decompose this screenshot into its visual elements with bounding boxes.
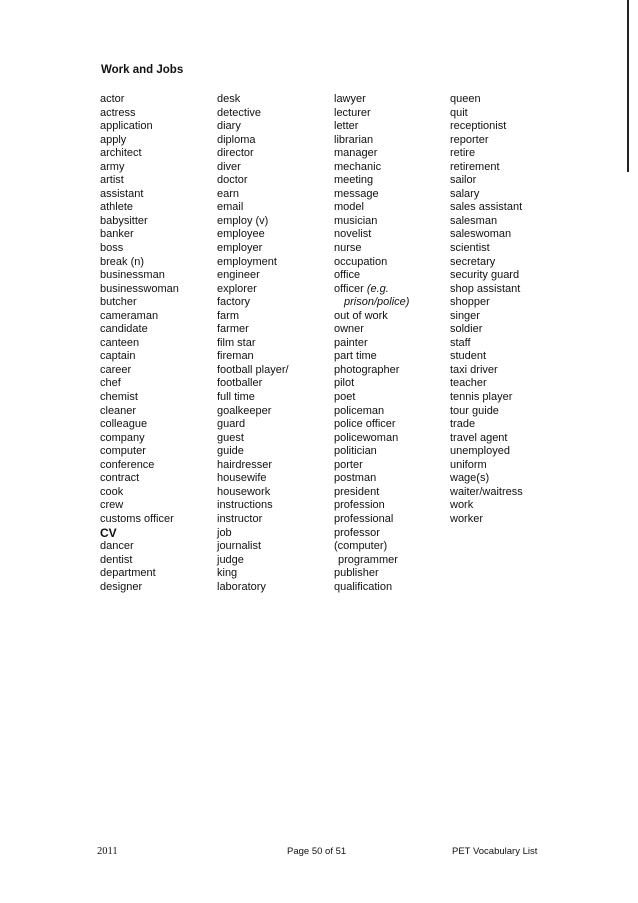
vocabulary-word: [100, 377, 179, 391]
vocabulary-word: [100, 134, 179, 148]
vocabulary-word: [100, 310, 179, 324]
vocabulary-word-text: career: [100, 363, 132, 376]
vocabulary-word-text: trade: [450, 418, 476, 431]
vocabulary-word-text: captain: [100, 350, 136, 363]
vocabulary-word-text: singer: [450, 309, 480, 322]
vocabulary-word: [450, 188, 523, 202]
vocabulary-word: [217, 147, 289, 161]
vocabulary-word-text: detective: [217, 106, 262, 119]
vocabulary-word: [450, 242, 523, 256]
vocabulary-word-text: lecturer: [334, 106, 371, 119]
vocabulary-word-text: message: [334, 187, 379, 200]
vocabulary-word: [100, 174, 179, 188]
vocabulary-word-text: full time: [217, 391, 255, 404]
vocabulary-word-text: explorer: [217, 282, 257, 295]
vocabulary-word: [334, 120, 409, 134]
vocabulary-word-text: break (n): [100, 255, 145, 268]
vocabulary-word: [334, 350, 409, 364]
vocabulary-word-text: fireman: [217, 350, 254, 363]
vocabulary-word: [450, 432, 523, 446]
vocabulary-word-text: tour guide: [450, 404, 499, 417]
vocabulary-word: [100, 269, 179, 283]
vocabulary-word: [217, 499, 289, 513]
vocabulary-word: [100, 540, 179, 554]
vocabulary-word: [450, 486, 523, 500]
vocabulary-word-text: army: [100, 160, 125, 173]
vocabulary-word: [100, 391, 179, 405]
vocabulary-word: [450, 134, 523, 148]
vocabulary-word: [217, 513, 289, 527]
vocabulary-word: [100, 147, 179, 161]
vocabulary-word: [100, 486, 179, 500]
vocabulary-word: [217, 215, 289, 229]
vocabulary-word: [334, 269, 409, 283]
vocabulary-word: [100, 337, 179, 351]
vocabulary-word-text: shop assistant: [450, 282, 521, 295]
vocabulary-word-text: dentist: [100, 553, 133, 566]
vocabulary-word-text: manager: [334, 147, 378, 160]
vocabulary-word-text: saleswoman: [450, 228, 512, 241]
vocabulary-word-text: diary: [217, 120, 241, 133]
vocabulary-word: [334, 527, 409, 541]
vocabulary-word-text: guest: [217, 431, 244, 444]
vocabulary-word-text: employer: [217, 242, 263, 255]
vocabulary-word: [217, 391, 289, 405]
vocabulary-word-text: architect: [100, 147, 142, 160]
vocabulary-word-text: painter: [334, 336, 368, 349]
vocabulary-word-text: chef: [100, 377, 121, 390]
vocabulary-word-text: prison/police): [344, 296, 410, 309]
vocabulary-word: [217, 107, 289, 121]
vocabulary-word-text: earn: [217, 187, 240, 200]
vocabulary-word: [334, 323, 409, 337]
vocabulary-word: [217, 269, 289, 283]
vocabulary-word-text: wage(s): [450, 472, 490, 485]
footer-document-title: PET Vocabulary List: [452, 846, 538, 857]
vocabulary-word-text: secretary: [450, 255, 496, 268]
vocabulary-word: [217, 188, 289, 202]
vocabulary-word-text: sales assistant: [450, 201, 523, 214]
vocabulary-word-text: cameraman: [100, 309, 159, 322]
vocabulary-word-text: banker: [100, 228, 134, 241]
vocabulary-word: [217, 337, 289, 351]
vocabulary-word: [334, 581, 409, 595]
vocabulary-word: [450, 107, 523, 121]
vocabulary-word-text: librarian: [334, 133, 374, 146]
vocabulary-word-text: sailor: [450, 174, 477, 187]
vocabulary-word-text: worker: [450, 512, 484, 525]
vocabulary-word-text: retire: [450, 147, 476, 160]
vocabulary-word: [217, 527, 289, 541]
vocabulary-word-text: instructor: [217, 512, 263, 525]
vocabulary-word-text: contract: [100, 472, 140, 485]
vocabulary-word-text: farm: [217, 309, 239, 322]
vocabulary-word-text: letter: [334, 120, 359, 133]
vocabulary-word: [334, 147, 409, 161]
vocabulary-word-text: chemist: [100, 391, 138, 404]
vocabulary-word-text: computer: [100, 445, 146, 458]
vocabulary-word-text: policeman: [334, 404, 385, 417]
vocabulary-word: [450, 296, 523, 310]
vocabulary-word-text: scientist: [450, 242, 490, 255]
vocabulary-word-text: cleaner: [100, 404, 137, 417]
vocabulary-word-text: (computer): [334, 540, 388, 553]
vocabulary-word: [217, 201, 289, 215]
vocabulary-word-text: postman: [334, 472, 377, 485]
vocabulary-word-text: king: [217, 567, 238, 580]
page-edge-line: [627, 0, 629, 172]
vocabulary-word-text: boss: [100, 242, 124, 255]
vocabulary-word: [100, 283, 179, 297]
vocabulary-word-text: employment: [217, 255, 277, 268]
vocabulary-word: [450, 405, 523, 419]
vocabulary-word: [450, 147, 523, 161]
vocabulary-word: [450, 391, 523, 405]
word-column-1: [100, 93, 179, 594]
vocabulary-word-text: customs officer: [100, 512, 174, 525]
vocabulary-word-text: reporter: [450, 133, 489, 146]
vocabulary-word-text: owner: [334, 323, 364, 336]
vocabulary-word-text: job: [217, 526, 232, 539]
vocabulary-word: [100, 581, 179, 595]
vocabulary-word: [217, 120, 289, 134]
vocabulary-word-text: artist: [100, 174, 124, 187]
vocabulary-word: [334, 513, 409, 527]
vocabulary-word-text: apply: [100, 133, 127, 146]
vocabulary-word-text: diploma: [217, 133, 256, 146]
vocabulary-word: [334, 459, 409, 473]
vocabulary-word: [217, 432, 289, 446]
vocabulary-word: [100, 364, 179, 378]
vocabulary-word: [217, 405, 289, 419]
vocabulary-word-text: journalist: [217, 540, 262, 553]
vocabulary-word-text: porter: [334, 458, 363, 471]
vocabulary-word-text: crew: [100, 499, 124, 512]
vocabulary-word: [450, 161, 523, 175]
vocabulary-word-text: engineer: [217, 269, 260, 282]
vocabulary-word-text: office: [334, 269, 361, 282]
vocabulary-word: [334, 472, 409, 486]
word-column-2: [217, 93, 289, 594]
vocabulary-word-text: model: [334, 201, 364, 214]
vocabulary-word-text: dancer: [100, 540, 134, 553]
vocabulary-word-text: occupation: [334, 255, 388, 268]
vocabulary-word: [450, 350, 523, 364]
vocabulary-word-text: guide: [217, 445, 244, 458]
vocabulary-word: [100, 93, 179, 107]
vocabulary-word: [450, 310, 523, 324]
vocabulary-word: [334, 418, 409, 432]
vocabulary-word: [450, 256, 523, 270]
vocabulary-word: [450, 201, 523, 215]
vocabulary-word: [450, 228, 523, 242]
vocabulary-word: [334, 134, 409, 148]
vocabulary-word-text: security guard: [450, 269, 520, 282]
vocabulary-word: [100, 527, 179, 541]
vocabulary-word-text: retirement: [450, 160, 500, 173]
vocabulary-word: [100, 215, 179, 229]
vocabulary-word-text: football player/: [217, 363, 289, 376]
vocabulary-word-text: staff: [450, 336, 471, 349]
vocabulary-word-text: salary: [450, 187, 480, 200]
vocabulary-word: [100, 405, 179, 419]
vocabulary-word: [334, 93, 409, 107]
vocabulary-word: [100, 513, 179, 527]
word-column-4: [450, 93, 523, 527]
vocabulary-word: [450, 445, 523, 459]
vocabulary-word: [450, 337, 523, 351]
vocabulary-word-text: farmer: [217, 323, 249, 336]
vocabulary-word-text: uniform: [450, 458, 487, 471]
vocabulary-word: [334, 188, 409, 202]
vocabulary-word: [334, 499, 409, 513]
vocabulary-word: [217, 161, 289, 175]
vocabulary-word-text: guard: [217, 418, 246, 431]
vocabulary-word: [334, 391, 409, 405]
vocabulary-word: [100, 472, 179, 486]
vocabulary-word-text: president: [334, 485, 380, 498]
vocabulary-word-text: soldier: [450, 323, 483, 336]
vocabulary-word: [334, 283, 409, 297]
vocabulary-word: [334, 364, 409, 378]
vocabulary-word-text: candidate: [100, 323, 148, 336]
vocabulary-word-text: work: [450, 499, 474, 512]
vocabulary-word-text: travel agent: [450, 431, 508, 444]
vocabulary-word-text: footballer: [217, 377, 263, 390]
vocabulary-word: [100, 242, 179, 256]
vocabulary-word-text: babysitter: [100, 214, 148, 227]
vocabulary-word: [100, 107, 179, 121]
vocabulary-word: [450, 174, 523, 188]
vocabulary-word-text: designer: [100, 580, 143, 593]
vocabulary-word: [217, 174, 289, 188]
vocabulary-word-text: musician: [334, 214, 378, 227]
vocabulary-word: [217, 567, 289, 581]
vocabulary-word-text: employ (v): [217, 214, 269, 227]
vocabulary-word-text: email: [217, 201, 244, 214]
word-column-3: [334, 93, 409, 594]
vocabulary-word-text: waiter/waitress: [450, 485, 523, 498]
vocabulary-word-text: taxi driver: [450, 363, 498, 376]
vocabulary-word-text: pilot: [334, 377, 355, 390]
vocabulary-word: [217, 296, 289, 310]
vocabulary-word-text: athlete: [100, 201, 134, 214]
vocabulary-word: [334, 215, 409, 229]
vocabulary-word: [100, 445, 179, 459]
vocabulary-word-text: programmer: [338, 553, 398, 566]
vocabulary-word: [334, 377, 409, 391]
vocabulary-word: [100, 323, 179, 337]
vocabulary-word: [100, 554, 179, 568]
vocabulary-word: [450, 499, 523, 513]
vocabulary-word: [334, 337, 409, 351]
vocabulary-word: [450, 323, 523, 337]
vocabulary-word: [334, 405, 409, 419]
vocabulary-word: [334, 554, 409, 568]
vocabulary-word: [334, 201, 409, 215]
vocabulary-word-text: unemployed: [450, 445, 510, 458]
vocabulary-word: [217, 323, 289, 337]
vocabulary-word: [100, 459, 179, 473]
vocabulary-word-text: politician: [334, 445, 377, 458]
vocabulary-word-text: poet: [334, 391, 356, 404]
vocabulary-word: [450, 269, 523, 283]
vocabulary-word: [100, 296, 179, 310]
vocabulary-word: [217, 445, 289, 459]
vocabulary-word-text: publisher: [334, 567, 379, 580]
vocabulary-word: [100, 161, 179, 175]
footer-page-number: Page 50 of 51: [287, 846, 347, 857]
vocabulary-word-text: instructions: [217, 499, 273, 512]
vocabulary-word: [334, 296, 409, 310]
vocabulary-word: [100, 350, 179, 364]
vocabulary-word-text: salesman: [450, 214, 498, 227]
vocabulary-word: [334, 310, 409, 324]
vocabulary-word: [334, 161, 409, 175]
vocabulary-word: [450, 93, 523, 107]
vocabulary-word: [334, 256, 409, 270]
vocabulary-word-text: colleague: [100, 418, 148, 431]
vocabulary-word: [450, 459, 523, 473]
vocabulary-word: [450, 364, 523, 378]
vocabulary-word: [450, 377, 523, 391]
vocabulary-word: [100, 499, 179, 513]
vocabulary-word: [450, 418, 523, 432]
vocabulary-word: [450, 283, 523, 297]
vocabulary-word-text: businessman: [100, 269, 165, 282]
vocabulary-word: [217, 350, 289, 364]
vocabulary-word-text: meeting: [334, 174, 374, 187]
vocabulary-word: [100, 418, 179, 432]
vocabulary-word-text: policewoman: [334, 431, 399, 444]
vocabulary-word: [100, 120, 179, 134]
vocabulary-word: [100, 228, 179, 242]
vocabulary-word-text: receptionist: [450, 120, 507, 133]
vocabulary-word-text: housework: [217, 485, 271, 498]
vocabulary-word-text: professor: [334, 526, 380, 539]
vocabulary-word: [100, 256, 179, 270]
vocabulary-word: [100, 201, 179, 215]
vocabulary-word-text: desk: [217, 93, 241, 105]
vocabulary-word-text: diver: [217, 160, 241, 173]
vocabulary-word: [334, 445, 409, 459]
vocabulary-word: [100, 432, 179, 446]
vocabulary-word-text: employee: [217, 228, 265, 241]
vocabulary-word-text: professional: [334, 512, 394, 525]
vocabulary-word-text: factory: [217, 296, 251, 309]
vocabulary-word-text: actor: [100, 93, 125, 105]
vocabulary-word-text: queen: [450, 93, 481, 105]
vocabulary-word-text: tennis player: [450, 391, 513, 404]
vocabulary-word-text: doctor: [217, 174, 248, 187]
vocabulary-word-text: cook: [100, 485, 124, 498]
vocabulary-word: [217, 418, 289, 432]
vocabulary-word: [334, 486, 409, 500]
vocabulary-word-text: profession: [334, 499, 385, 512]
vocabulary-word-text: assistant: [100, 187, 144, 200]
vocabulary-word: [217, 228, 289, 242]
vocabulary-word: [217, 134, 289, 148]
vocabulary-word-text: actress: [100, 106, 136, 119]
vocabulary-word: [450, 472, 523, 486]
vocabulary-word-text: laboratory: [217, 580, 266, 593]
vocabulary-word: [217, 540, 289, 554]
vocabulary-word-text: goalkeeper: [217, 404, 272, 417]
vocabulary-word: [450, 120, 523, 134]
vocabulary-word: [334, 432, 409, 446]
vocabulary-word-text: quit: [450, 106, 468, 119]
vocabulary-word-text: novelist: [334, 228, 372, 241]
vocabulary-word: [334, 228, 409, 242]
vocabulary-word: [217, 486, 289, 500]
vocabulary-word-text: canteen: [100, 336, 140, 349]
vocabulary-word-text: teacher: [450, 377, 487, 390]
vocabulary-word-text: director: [217, 147, 254, 160]
vocabulary-word-text: film star: [217, 336, 256, 349]
vocabulary-word-text: judge: [217, 553, 244, 566]
vocabulary-word: [334, 567, 409, 581]
vocabulary-word-text: photographer: [334, 363, 400, 376]
vocabulary-word: [334, 107, 409, 121]
vocabulary-word: [217, 377, 289, 391]
vocabulary-word-text: police officer: [334, 418, 396, 431]
vocabulary-word-text: hairdresser: [217, 458, 273, 471]
footer-year: 2011: [97, 846, 118, 857]
vocabulary-word: [217, 93, 289, 107]
vocabulary-word: [217, 581, 289, 595]
vocabulary-word: [100, 188, 179, 202]
vocabulary-word: [217, 554, 289, 568]
vocabulary-word: [334, 540, 409, 554]
vocabulary-word: [334, 242, 409, 256]
vocabulary-word-text: qualification: [334, 580, 393, 593]
vocabulary-word: [217, 364, 289, 378]
vocabulary-word: [334, 174, 409, 188]
vocabulary-word-text: student: [450, 350, 487, 363]
vocabulary-word-text: part time: [334, 350, 377, 363]
vocabulary-word-text: nurse: [334, 242, 362, 255]
vocabulary-word: [217, 283, 289, 297]
vocabulary-word-text: conference: [100, 458, 155, 471]
vocabulary-word-text: department: [100, 567, 156, 580]
vocabulary-word-text: CV: [100, 525, 117, 540]
vocabulary-word: [217, 459, 289, 473]
vocabulary-word-text: businesswoman: [100, 282, 179, 295]
vocabulary-word-text: lawyer: [334, 93, 366, 105]
vocabulary-word-text: company: [100, 431, 145, 444]
vocabulary-word: [217, 472, 289, 486]
vocabulary-word: [217, 310, 289, 324]
vocabulary-word-text: mechanic: [334, 160, 382, 173]
vocabulary-word: [450, 215, 523, 229]
vocabulary-word-note: (e.g.: [366, 282, 389, 295]
vocabulary-word-text: butcher: [100, 296, 137, 309]
vocabulary-word-text: officer: [334, 282, 364, 295]
vocabulary-word-text: application: [100, 120, 153, 133]
vocabulary-word: [217, 256, 289, 270]
section-heading: Work and Jobs: [101, 64, 184, 76]
vocabulary-word: [100, 567, 179, 581]
vocabulary-word-text: out of work: [334, 309, 388, 322]
vocabulary-word: [450, 513, 523, 527]
vocabulary-word: [217, 242, 289, 256]
vocabulary-word-text: shopper: [450, 296, 490, 309]
vocabulary-word-text: housewife: [217, 472, 267, 485]
